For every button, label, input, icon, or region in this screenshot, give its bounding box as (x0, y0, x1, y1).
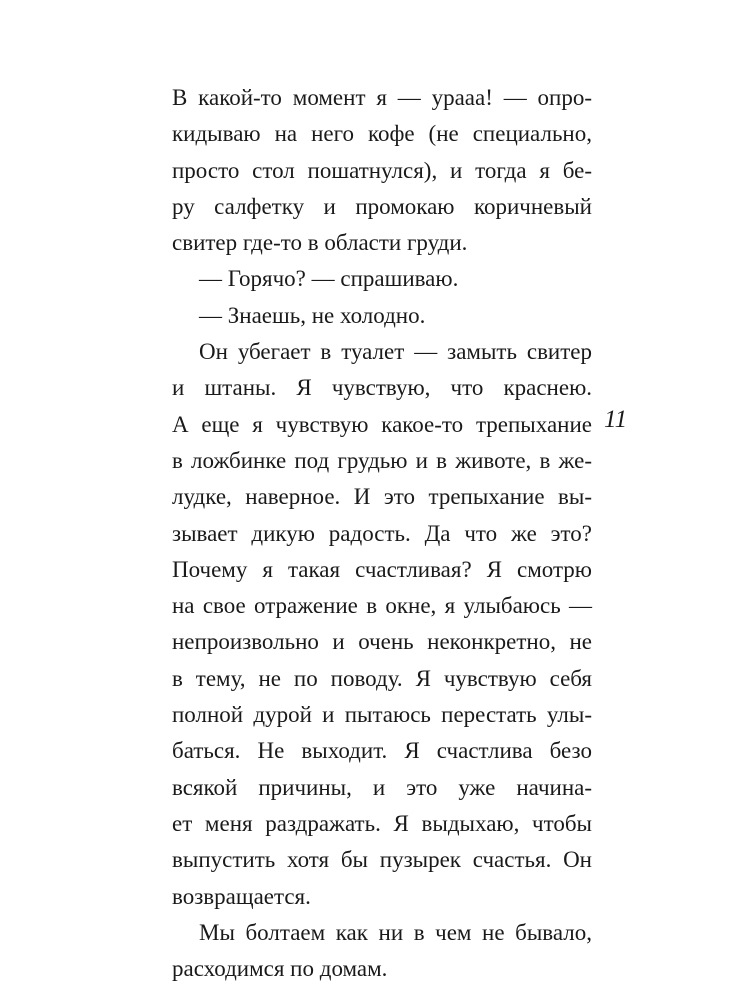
text-line: возвращается. (172, 883, 311, 909)
text-line: всякой причины, и это уже начина- (172, 774, 592, 800)
text-line: зывает дикую радость. Да что же это? (172, 520, 592, 546)
text-line: кидываю на него кофе (не специально, (172, 121, 592, 147)
text-line: свитер где-то в области груди. (172, 230, 468, 256)
text-line: баться. Не выходит. Я счастлива безо (172, 738, 592, 764)
text-line: просто стол пошатнулся), и тогда я бе- (172, 157, 592, 183)
page-number: 11 (604, 406, 628, 433)
text-line: непроизвольно и очень неконкретно, не (172, 629, 592, 655)
text-line: полной дурой и пытаюсь перестать улы- (172, 702, 592, 728)
text-line: выпустить хотя бы пузырек счастья. Он (172, 847, 592, 873)
text-line: в тему, не по поводу. Я чувствую себя (172, 665, 592, 691)
text-line: в ложбинке под грудью и в животе, в же- (172, 447, 592, 473)
text-line: В какой-то момент я — урааа! — опро- (172, 85, 592, 110)
text-line: А еще я чувствую какое-то трепыхание (172, 411, 592, 437)
text-line: ет меня раздражать. Я выдыхаю, чтобы (172, 810, 592, 836)
text-line: расходимся по домам. (172, 956, 388, 982)
text-line: Он убегает в туалет — замыть свитер (199, 339, 592, 365)
text-line: ру салфетку и промокаю коричневый (172, 193, 592, 219)
text-line: лудке, наверное. И это трепыхание вы- (172, 484, 592, 510)
text-line: — Знаешь, не холодно. (199, 302, 426, 328)
body-text (172, 80, 592, 987)
text-line: — Горячо? — спрашиваю. (199, 266, 459, 292)
text-line: на свое отражение в окне, я улыбаюсь — (172, 593, 592, 619)
text-line: Почему я такая счастливая? Я смотрю (172, 556, 592, 582)
text-line: Мы болтаем как ни в чем не бывало, (199, 919, 592, 945)
text-line: и штаны. Я чувствую, что краснею. (172, 375, 592, 401)
